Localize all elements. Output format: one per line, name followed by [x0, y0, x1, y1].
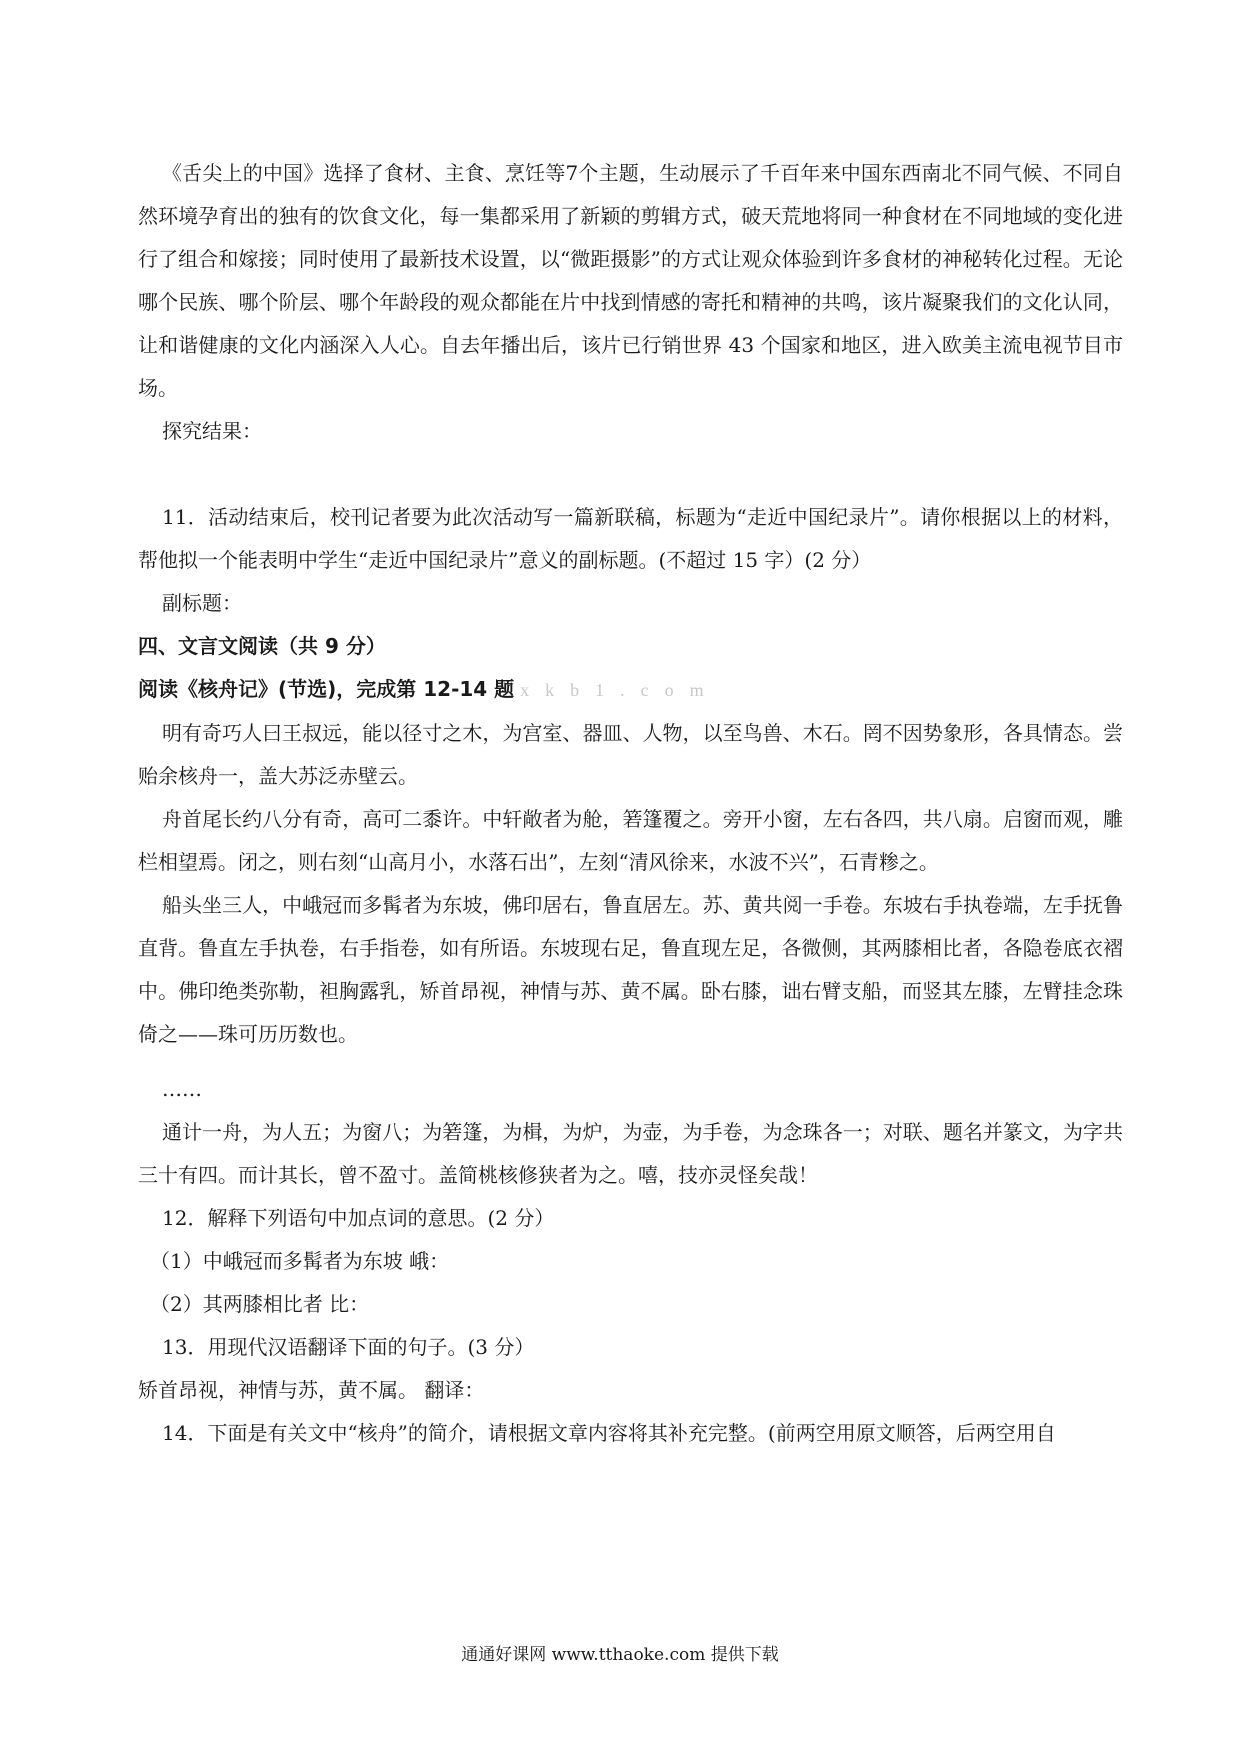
classical-paragraph: 通计一舟，为人五；为窗八；为箬篷，为楫，为炉，为壶，为手卷，为念珠各一；对联、题名并篆文，为字共三十有四。而计其长，曾不盈寸。盖简桃核修狭者为之。嘻，技亦灵怪矣哉！ — [138, 1120, 1123, 1187]
ellipsis: …… — [162, 1077, 202, 1101]
question-11: 11．活动结束后，校刊记者要为此次活动写一篇新联稿，标题为“走近中国纪录片”。请你根据以上的材料，帮他拟一个能表明中学生“走近中国纪录片”意义的副标题。(不超过 15 字）(2 分） — [138, 505, 1123, 572]
document-body — [138, 152, 1123, 1455]
question-12-item: （2）其两膝相比者 比： — [150, 1292, 370, 1316]
subtitle-answer-label: 副标题： — [162, 591, 242, 615]
question-12: 12．解释下列语句中加点词的意思。(2 分） — [162, 1206, 555, 1230]
section-heading: 四、文言文阅读（共 9 分） — [138, 634, 386, 658]
passage-paragraph: 《舌尖上的中国》选择了食材、主食、烹饪等7个主题，生动展示了千百年来中国东西南北不同气候、不同自然环境孕育出的独有的饮食文化，每一集都采用了新颖的剪辑方式，破天荒地将同一种食材在不同地域的变化进行了组合和嫁接；同时使用了最新技术设置，以“微距摄影”的方式让观众体验到许多食材的神秘转化过程。无论哪个民族、哪个阶层、哪个年龄段的观众都能在片中找到情感的寄托和精神的共鸣，该片凝聚我们的文化认同，让和谐健康的文化内涵深入人心。自去年播出后，该片已行销世界 43 个国家和地区，进入欧美主流电视节目市场。 — [138, 161, 1123, 400]
section-instruction — [138, 668, 1123, 712]
page-footer: 通通好课网 www.tthaoke.com 提供下载 — [461, 1645, 779, 1665]
question-12-item: （1）中峨冠而多髯者为东坡 峨： — [150, 1249, 450, 1273]
classical-paragraph: 船头坐三人，中峨冠而多髯者为东坡，佛印居右，鲁直居左。苏、黄共阅一手卷。东坡右手执卷端，左手抚鲁直背。鲁直左手执卷，右手指卷，如有所语。东坡现右足，鲁直现左足，各微侧，其两膝相比者，各隐卷底衣褶中。佛印绝类弥勒，袒胸露乳，矫首昂视，神情与苏、黄不属。卧右膝，诎右臂支船，而竖其左膝，左臂挂念珠倚之——珠可历历数也。 — [138, 893, 1123, 1046]
classical-paragraph: 舟首尾长约八分有奇，高可二黍许。中轩敞者为舱，箬篷覆之。旁开小窗，左右各四，共八扇。启窗而观，雕栏相望焉。闭之，则右刻“山高月小，水落石出”，左刻“清风徐来，水波不兴”，石青糁之。 — [138, 807, 1123, 874]
section-instruction-text: 阅读《核舟记》(节选)，完成第 12-14 题 — [138, 677, 515, 701]
question-13-sentence: 矫首昂视，神情与苏，黄不属。 翻译： — [138, 1378, 485, 1402]
watermark-text: xkb1.com — [520, 680, 720, 700]
inquiry-result-label: 探究结果： — [162, 419, 262, 443]
question-13: 13．用现代汉语翻译下面的句子。(3 分） — [162, 1335, 535, 1359]
question-14: 14．下面是有关文中“核舟”的简介，请根据文章内容将其补充完整。(前两空用原文顺答，后两空用自 — [162, 1421, 1056, 1445]
classical-paragraph: 明有奇巧人曰王叔远，能以径寸之木，为宫室、器皿、人物，以至鸟兽、木石。罔不因势象形，各具情态。尝贻余核舟一，盖大苏泛赤壁云。 — [138, 721, 1123, 788]
